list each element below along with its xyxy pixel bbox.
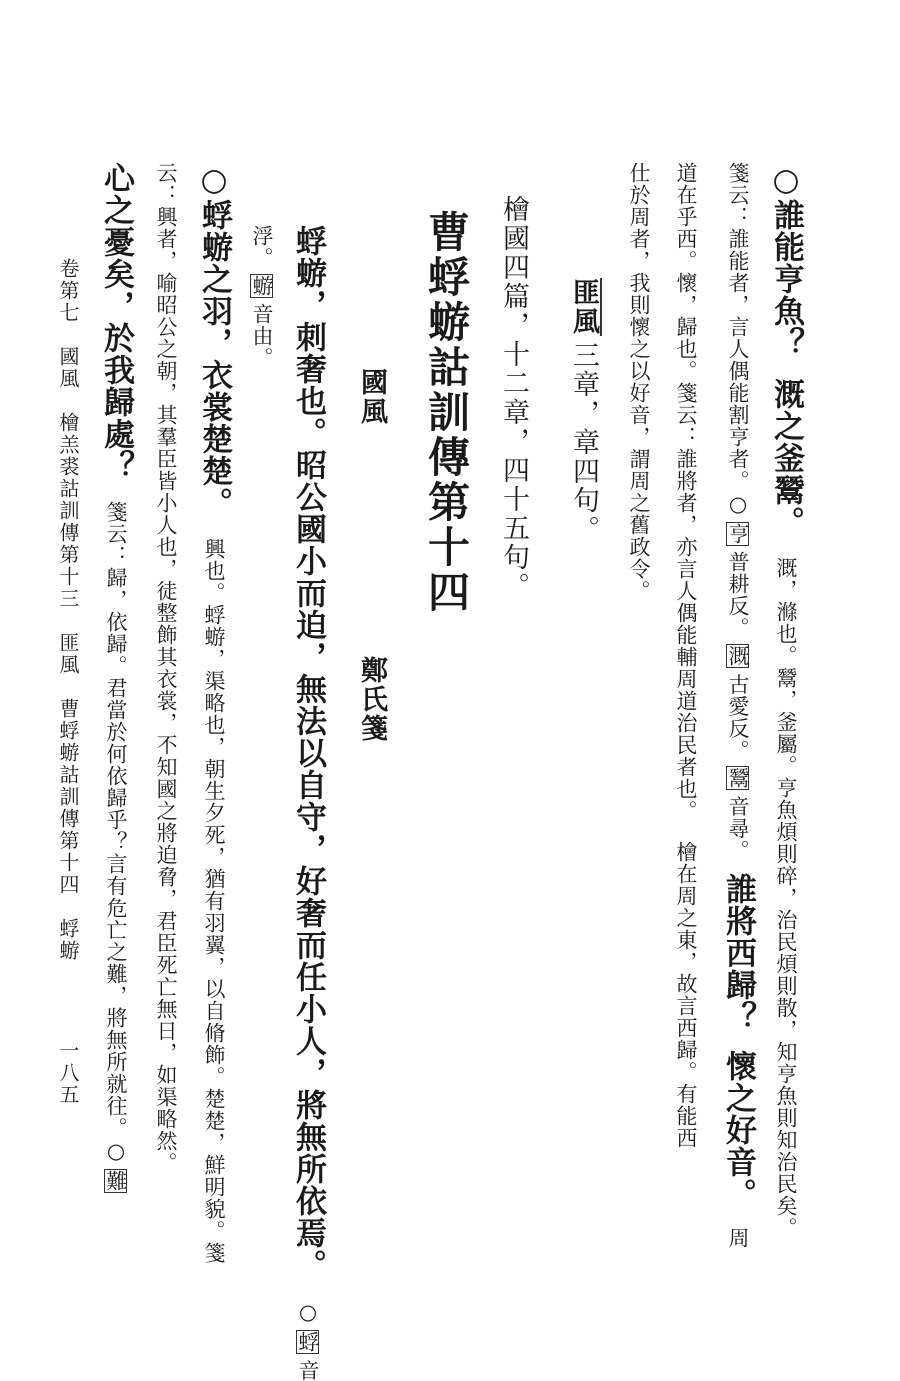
verse-text: 懷之好音。 bbox=[720, 1049, 756, 1210]
commentary-text: ○ bbox=[296, 1300, 320, 1326]
text-column-1 bbox=[768, 162, 804, 1240]
pronunciation-marker: 蝣 bbox=[250, 275, 274, 298]
pronunciation-marker: 蜉 bbox=[296, 1331, 320, 1354]
commentary-text: 周 bbox=[726, 1226, 750, 1249]
text-column-7 bbox=[422, 210, 471, 615]
state-summary: 檜國四篇，十二章，四十五句。 bbox=[498, 195, 529, 601]
commentary-text: 音由。 bbox=[250, 303, 274, 370]
verse-text: 溉之釜鬵。 bbox=[768, 378, 804, 539]
text-column-3 bbox=[675, 162, 696, 1149]
chapter-name: 匪風 bbox=[568, 278, 602, 336]
commentary-text: 箋云：歸，依歸。君當於何依歸乎？言有危亡之難，將無所就往。○ bbox=[104, 501, 128, 1165]
preface-text: 蜉蝣，刺奢也。昭公國小而迫，無法以自守，好奢而任小人，將無所依焉。 bbox=[290, 225, 326, 1281]
pronunciation-marker: 難 bbox=[104, 1170, 128, 1193]
commentary-text: 箋云：誰能者，言人偶能割亨者。○ bbox=[726, 162, 750, 517]
commentary-text: 檜在周之東，故言西歸。有能西 bbox=[674, 841, 698, 1150]
text-column-2 bbox=[720, 162, 756, 1249]
commentary-text: 溉，滌也。鬵，釜屬。亨魚煩則碎，治民煩則散，知亨魚則知治民矣。 bbox=[774, 557, 798, 1240]
text-column-10 bbox=[250, 225, 273, 369]
commentary-text: 音 bbox=[296, 1359, 320, 1381]
commentary-text: 音尋。 bbox=[726, 795, 750, 862]
commentary-text: 浮。 bbox=[250, 225, 274, 269]
verse-text: 心之憂矣，於我歸處？ bbox=[98, 162, 134, 482]
page-number: 一八五 bbox=[56, 1040, 80, 1106]
commentary-text: 仕於周者，我則懷之以好音，謂周之舊政令。 bbox=[627, 162, 651, 602]
verse-text: ○誰能亨魚？ bbox=[768, 162, 804, 359]
text-column-12 bbox=[155, 162, 176, 1174]
commentary-text: 道在乎西。懷，歸也。箋云：誰將者，亦言人偶能輔周道治民者也。 bbox=[674, 162, 698, 822]
chapter-summary: 三章，章四句。 bbox=[568, 341, 599, 545]
commentator-label: 鄭氏箋 bbox=[356, 656, 387, 744]
footer-text: 卷第七 國風 檜羔裘詁訓傳第十三 匪風 曹蜉蝣詁訓傳第十四 蜉蝣 bbox=[56, 258, 80, 962]
verse-text: 誰將西歸？ bbox=[720, 872, 756, 1033]
page-number-column bbox=[58, 1040, 78, 1106]
commentary-text: 云：興者，喻昭公之朝，其羣臣皆小人也，徒整飾其衣裳，不知國之將迫脅，君臣死亡無日，如渠略然。 bbox=[154, 162, 178, 1174]
section-title: 曹蜉蝣詁訓傳第十四 bbox=[422, 210, 471, 615]
commentary-text: 普耕反。 bbox=[726, 551, 750, 640]
verse-text: ○蜉蝣之羽，衣裳楚楚。 bbox=[196, 162, 232, 519]
pronunciation-marker: 溉 bbox=[726, 645, 750, 668]
text-column-5 bbox=[570, 278, 597, 544]
pronunciation-marker: 亨 bbox=[726, 523, 750, 546]
commentary-text: 古愛反。 bbox=[726, 673, 750, 762]
text-column-11 bbox=[196, 162, 232, 1265]
category-label: 國風 bbox=[356, 368, 387, 426]
running-footer bbox=[58, 258, 78, 962]
commentary-text: 興也。蜉蝣，渠略也，朝生夕死，猶有羽翼，以自脩飾。楚楚，鮮明貌。箋 bbox=[202, 538, 226, 1265]
text-column-4 bbox=[628, 162, 649, 602]
text-column-8 bbox=[358, 368, 385, 743]
pronunciation-marker: 鬵 bbox=[726, 767, 750, 790]
text-column-9 bbox=[290, 225, 326, 1381]
text-column-6 bbox=[500, 195, 527, 601]
text-column-13 bbox=[98, 162, 134, 1193]
